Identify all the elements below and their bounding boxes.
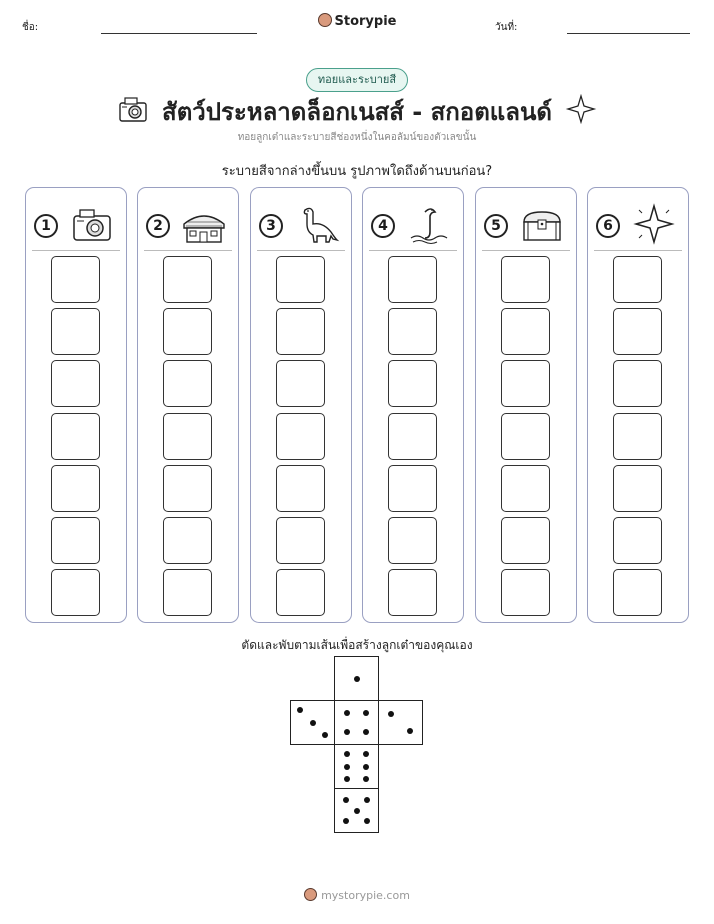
column-header [251,196,351,250]
color-cell[interactable] [51,256,100,303]
sparkle-icon [630,202,678,246]
column-divider [482,250,570,251]
color-cell[interactable] [388,465,437,512]
column-2 [137,187,239,623]
dice-pip [344,710,350,716]
color-cell[interactable] [388,360,437,407]
color-cell[interactable] [276,308,325,355]
color-cell[interactable] [501,465,550,512]
color-cell[interactable] [613,256,662,303]
column-number: 5 [484,214,508,238]
color-cell[interactable] [388,256,437,303]
dice-pip [310,720,316,726]
cut-instruction: ตัดและพับตามเส้นเพื่อสร้างลูกเต๋าของคุณเอง [241,638,473,652]
color-cell[interactable] [276,465,325,512]
color-cell[interactable] [163,256,212,303]
column-divider [369,250,457,251]
color-cell[interactable] [276,256,325,303]
dice-pip [354,808,360,814]
dice-pip [388,711,394,717]
dice-pip [363,764,369,770]
bear-logo-icon [304,888,317,901]
color-cell[interactable] [51,413,100,460]
color-cell[interactable] [501,308,550,355]
column-divider [144,250,232,251]
dice-pip [363,776,369,782]
dice-pip [344,764,350,770]
color-cell[interactable] [501,517,550,564]
name-line[interactable] [101,33,257,34]
column-1 [25,187,127,623]
footer [0,888,714,902]
dice-pip [354,676,360,682]
page-title: สัตว์ประหลาดล็อกเนสส์ - สกอตแลนด์ [162,98,552,126]
color-cell[interactable] [163,517,212,564]
dice-face-1 [334,656,379,701]
dice-pip [297,707,303,713]
loch-ness-monster-icon [405,202,453,246]
dice-pip [407,728,413,734]
color-cell[interactable] [388,517,437,564]
color-cell[interactable] [613,360,662,407]
activity-badge: ทอยและระบายสี [306,68,408,92]
color-cell[interactable] [501,569,550,616]
brand-name: Storypie [334,14,397,29]
column-3 [250,187,352,623]
brand-logo [0,13,714,29]
column-header [26,196,126,250]
color-cell[interactable] [51,569,100,616]
column-divider [32,250,120,251]
column-number: 2 [146,214,170,238]
color-cell[interactable] [51,465,100,512]
color-cell[interactable] [163,308,212,355]
dice-face-3 [290,700,335,745]
treasure-chest-icon [518,202,566,246]
color-cell[interactable] [163,465,212,512]
color-cell[interactable] [613,569,662,616]
dice-pip [363,710,369,716]
sparkle-icon [565,94,597,124]
dice-pip [344,729,350,735]
column-5 [475,187,577,623]
color-cell[interactable] [276,413,325,460]
camera-icon [68,202,116,246]
dice-pip [344,776,350,782]
column-number: 6 [596,214,620,238]
column-4 [362,187,464,623]
color-cell[interactable] [163,569,212,616]
dice-pip [364,797,370,803]
subtitle: ทอยลูกเต๋าและระบายสีช่องหนึ่งในคอลัมน์ของตัวเลขนั้น [237,132,477,143]
column-header [476,196,576,250]
color-cell[interactable] [276,517,325,564]
color-cell[interactable] [613,413,662,460]
column-header [363,196,463,250]
bear-logo-icon [318,13,332,27]
date-line[interactable] [567,33,690,34]
color-cell[interactable] [613,517,662,564]
color-cell[interactable] [276,569,325,616]
dice-pip [343,797,349,803]
column-divider [594,250,682,251]
dice-face-6 [334,744,379,789]
dice-face-4 [334,700,379,745]
color-cell[interactable] [388,569,437,616]
color-cell[interactable] [163,413,212,460]
color-cell[interactable] [388,308,437,355]
dice-pip [364,818,370,824]
column-header [588,196,688,250]
column-number: 1 [34,214,58,238]
column-number: 3 [259,214,283,238]
dice-pip [363,751,369,757]
question: ระบายสีจากล่างขึ้นบน รูปภาพใดถึงด้านบนก่อน? [221,164,493,179]
color-cell[interactable] [501,413,550,460]
color-cell[interactable] [51,360,100,407]
column-6 [587,187,689,623]
dinosaur-icon [293,202,341,246]
color-cell[interactable] [613,465,662,512]
cottage-icon [180,202,228,246]
color-cell[interactable] [163,360,212,407]
dice-pip [344,751,350,757]
color-cell[interactable] [613,308,662,355]
dice-face-2 [378,700,423,745]
dice-pip [322,732,328,738]
color-cell[interactable] [276,360,325,407]
color-cell[interactable] [501,360,550,407]
column-divider [257,250,345,251]
column-header [138,196,238,250]
name-label: ชื่อ: [22,22,39,33]
column-number: 4 [371,214,395,238]
color-cell[interactable] [51,308,100,355]
date-label: วันที่: [495,22,518,33]
footer-url: mystorypie.com [321,889,410,902]
color-cell[interactable] [51,517,100,564]
color-cell[interactable] [501,256,550,303]
dice-pip [363,729,369,735]
color-cell[interactable] [388,413,437,460]
dice-pip [343,818,349,824]
dice-face-5 [334,788,379,833]
